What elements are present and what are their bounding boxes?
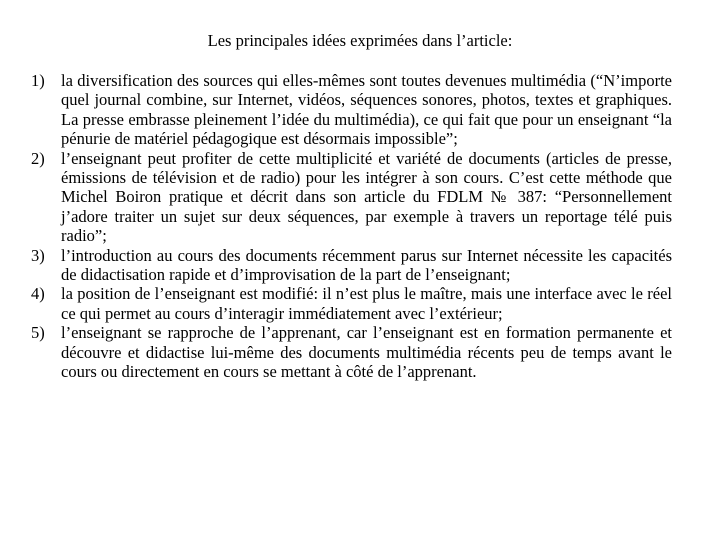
list-item-text: la position de l’enseignant est modifié: il n’est plus le maître, mais une interface avec le réel ce qui permet au cours d’interagir immédiatement avec l’extérieur;	[61, 284, 672, 323]
list-item	[31, 246, 672, 285]
list-item-number: 2)	[31, 148, 45, 168]
list-item-text: l’enseignant peut profiter de cette multiplicité et variété de documents (articles de presse, émissions de télévision et de radio) pour les intégrer à son cours. C’est cette méthode que Michel Boiron pratique et décrit dans son article du FDLM № 387: “Personnellement j’adore traiter un sujet sur deux séquences, par exemple à travers un reportage télé puis radio”;	[61, 148, 672, 246]
list-item	[31, 71, 672, 149]
list-item-text: la diversification des sources qui elles-mêmes sont toutes devenues multimédia (“N’importe quel journal combine, sur Internet, vidéos, séquences sonores, photos, textes et graphiques. La presse embrasse pleinement l’idée du multimédia), ce qui fait que pour un enseignant “la pénurie de matériel pédagogique est désormais impossible”;	[61, 71, 672, 149]
list-item-number: 3)	[31, 245, 45, 265]
list-item-number: 1)	[31, 71, 45, 90]
ideas-list	[31, 71, 672, 382]
list-item-text: l’introduction au cours des documents récemment parus sur Internet nécessite les capacités de didactisation rapide et d’improvisation de la part de l’enseignant;	[61, 245, 672, 285]
list-item-number: 4)	[31, 284, 45, 304]
list-item-text: l’enseignant se rapproche de l’apprenant, car l’enseignant est en formation permanente et découvre et didactise lui-même des documents multimédia récents peu de temps avant le cours ou directement en cours se mettant à côté de l’apprenant.	[61, 323, 672, 382]
list-item-number: 5)	[31, 323, 45, 343]
document-title: Les principales idées exprimées dans l’article:	[207, 31, 513, 50]
list-item	[31, 284, 672, 323]
list-item	[31, 323, 672, 381]
list-item	[31, 149, 672, 246]
